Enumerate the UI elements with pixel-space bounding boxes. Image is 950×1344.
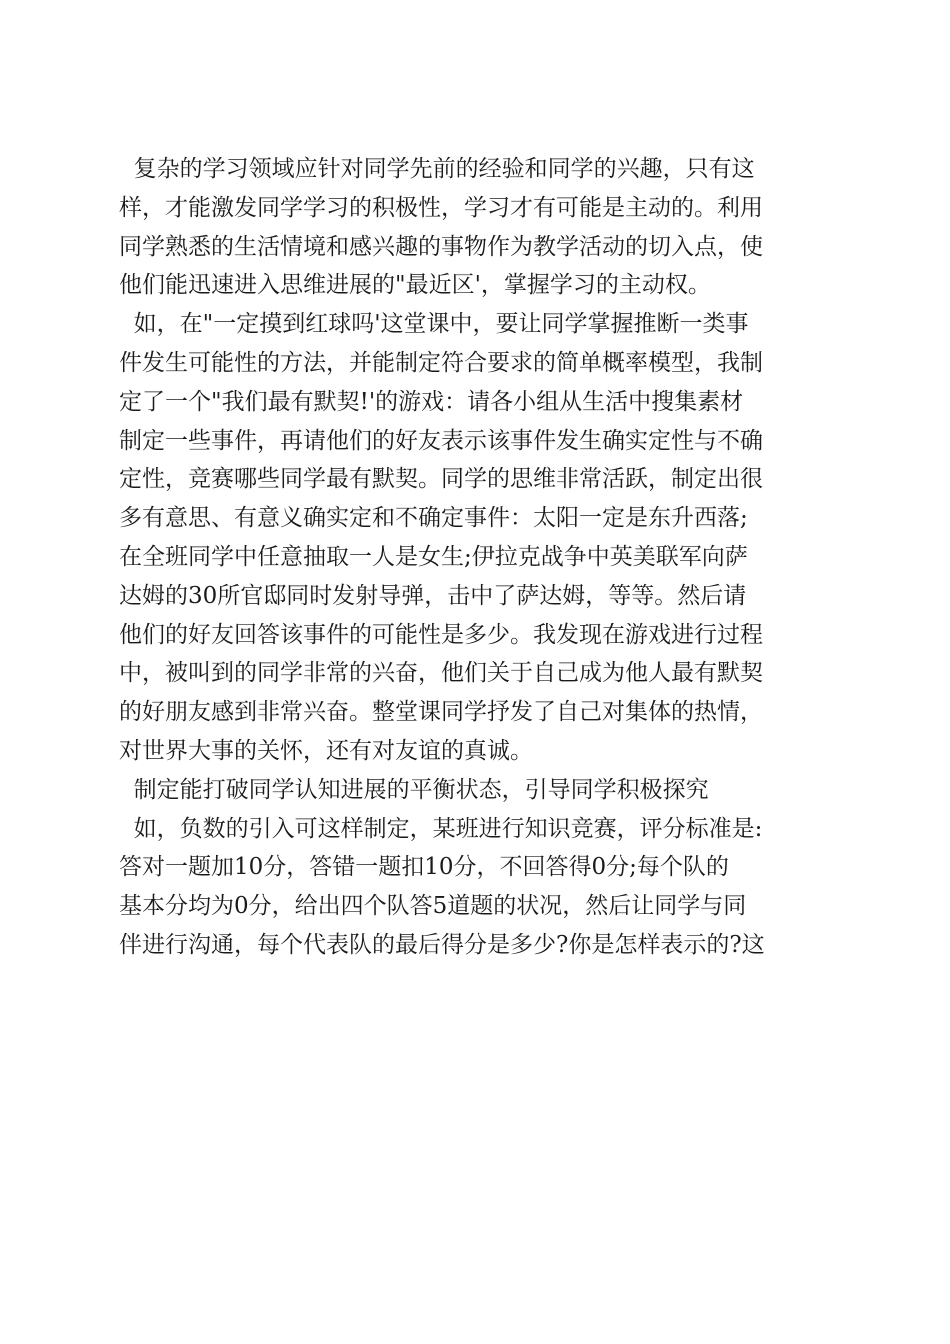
text-line: 他们的好友回答该事件的可能性是多少。我发现在游戏进行过程 (119, 621, 763, 648)
text-line: 定了一个"我们最有默契!'的游戏：请各小组从生活中搜集素材 (119, 388, 744, 415)
text-line: 他们能迅速进入思维进展的"最近区'，掌握学习的主动权。 (119, 272, 711, 299)
text-line: 定性，竞赛哪些同学最有默契。同学的思维非常活跃，制定出很 (119, 466, 763, 493)
text-line: 复杂的学习领域应针对同学先前的经验和同学的兴趣，只有这 (119, 156, 755, 182)
text-line: 的好朋友感到非常兴奋。整堂课同学抒发了自己对集体的热情， (119, 699, 763, 726)
text-line: 制定能打破同学认知进展的平衡状态，引导同学积极探究 (119, 776, 709, 803)
text-line: 样，才能激发同学学习的积极性，学习才有可能是主动的。利用 (119, 194, 763, 221)
text-line: 答对一题加10分，答错一题扣10分，不回答得0分;每个队的 (119, 854, 729, 881)
text-line: 如，负数的引入可这样制定，某班进行知识竞赛，评分标准是: (119, 815, 763, 842)
text-line: 同学熟悉的生活情境和感兴趣的事物作为教学活动的切入点，使 (119, 233, 763, 260)
text-line: 如，在"一定摸到红球吗'这堂课中，要让同学掌握推断一类事 (119, 311, 749, 338)
text-line: 达姆的30所官邸同时发射导弹，击中了萨达姆，等等。然后请 (119, 582, 747, 609)
text-line: 伴进行沟通，每个代表队的最后得分是多少?你是怎样表示的?这 (119, 931, 765, 958)
text-line: 多有意思、有意义确实定和不确定事件：太阳一定是东升西落; (119, 505, 748, 532)
text-line: 件发生可能性的方法，并能制定符合要求的简单概率模型，我制 (119, 349, 763, 376)
text-line: 对世界大事的关怀，还有对友谊的真诚。 (119, 737, 533, 764)
body-text (119, 150, 839, 965)
text-line: 在全班同学中任意抽取一人是女生;伊拉克战争中英美联军向萨 (119, 543, 748, 570)
text-line: 中，被叫到的同学非常的兴奋，他们关于自己成为他人最有默契 (119, 660, 763, 687)
text-line: 制定一些事件，再请他们的好友表示该事件发生确实定性与不确 (119, 427, 763, 454)
text-line: 基本分均为0分，给出四个队答5道题的状况，然后让同学与同 (119, 893, 747, 920)
